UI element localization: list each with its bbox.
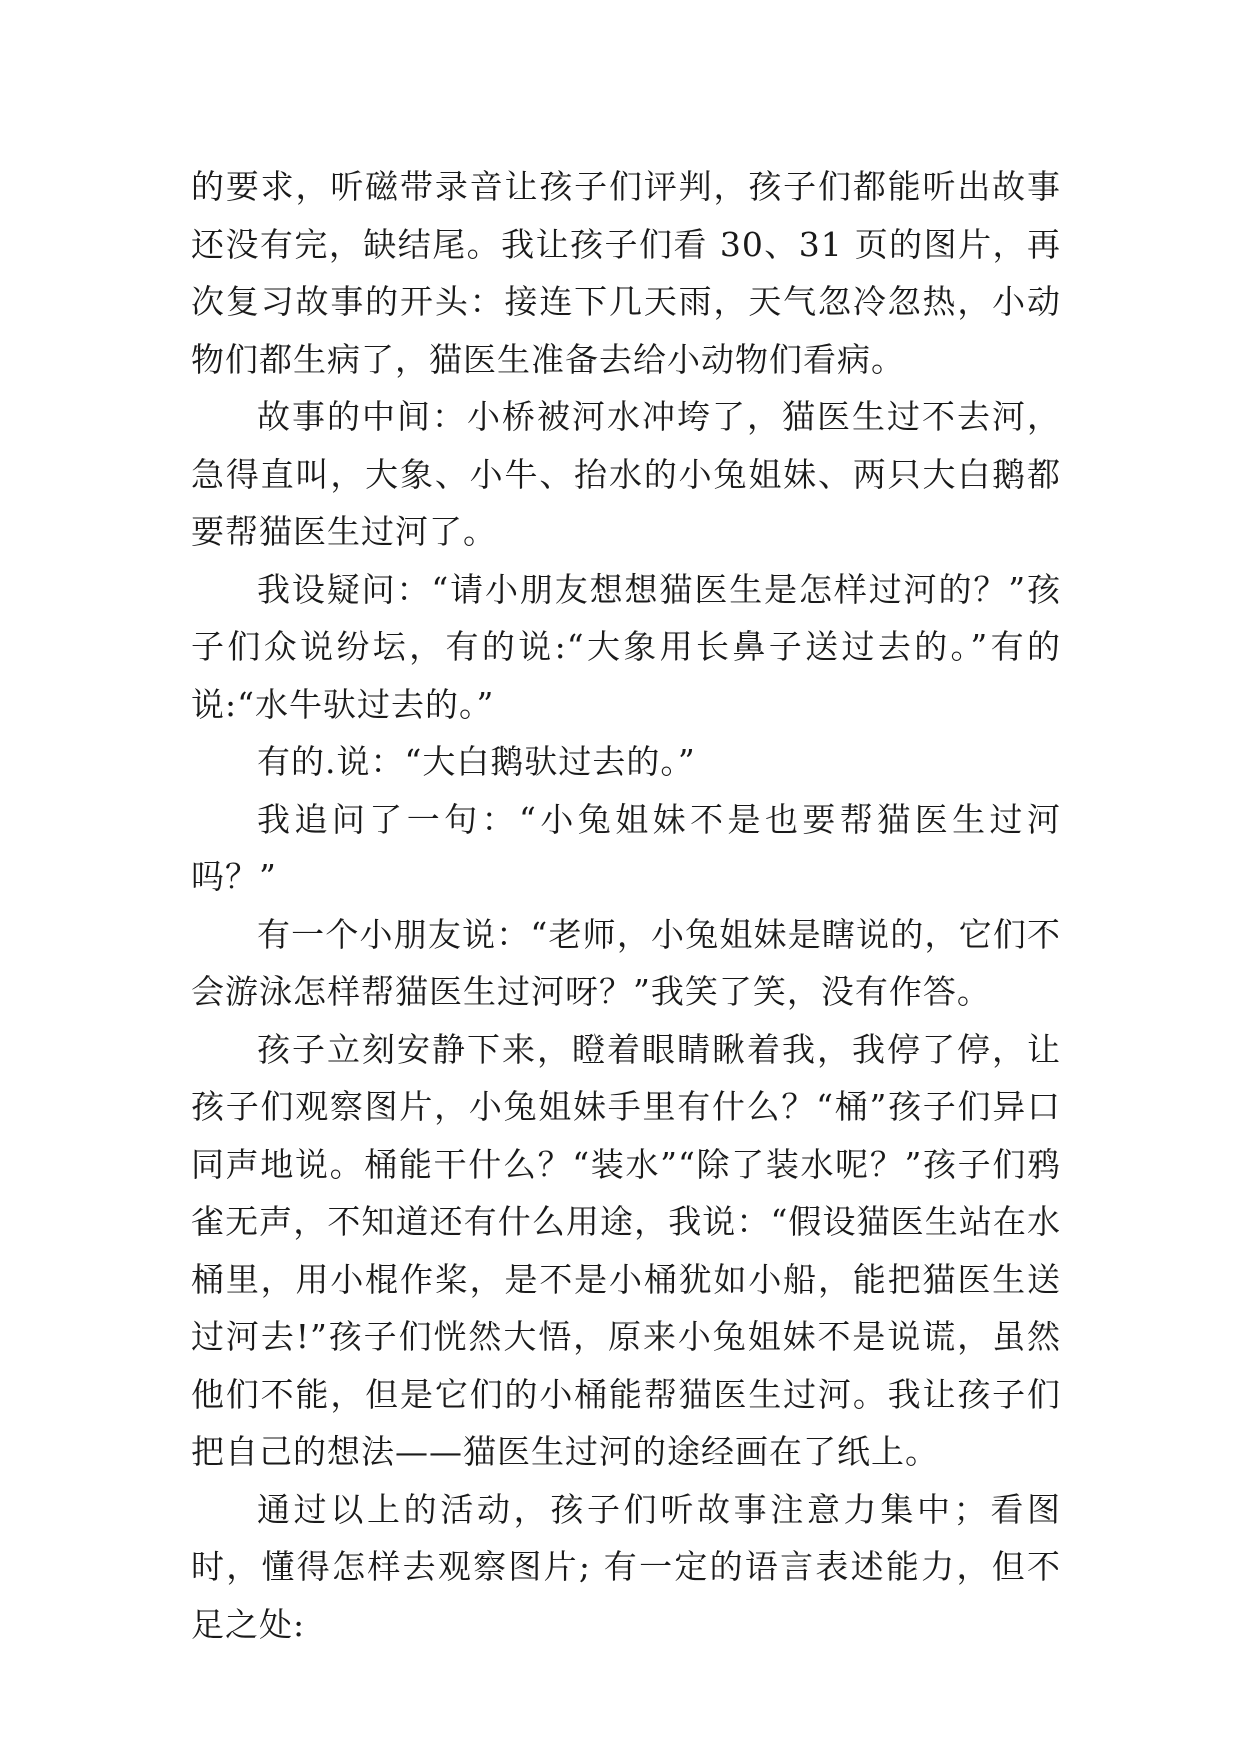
paragraph-5: 我追问了一句：“小兔姐妹不是也要帮猫医生过河吗？” [191,799,1061,896]
paragraph-7: 孩子立刻安静下来，瞪着眼睛瞅着我，我停了停，让孩子们观察图片，小兔姐妹手里有什么？“桶”孩子们异口同声地说。桶能干什么？“装水”“除了装水呢？”孩子们鸦雀无声，不知道还有什么用途，我说：“假设猫医生站在水桶里，用小棍作桨，是不是小桶犹如小船，能把猫医生送过河去!”孩子们恍然大悟，原来小兔姐妹不是说谎，虽然他们不能，但是它们的小桶能帮猫医生过河。我让孩子们把自己的想法——猫医生过河的途经画在了纸上。 [191,1029,1061,1471]
paragraph-2: 故事的中间：小桥被河水冲垮了，猫医生过不去河，急得直叫，大象、小牛、抬水的小兔姐妹、两只大白鹅都要帮猫医生过河了。 [191,397,1061,551]
paragraph-1: 的要求，听磁带录音让孩子们评判，孩子们都能听出故事还没有完，缺结尾。我让孩子们看 30、31 页的图片，再次复习故事的开头：接连下几天雨，天气忽冷忽热，小动物们都生病了，猫医生准备去给小动物们看病。 [191,167,1061,379]
paragraph-4: 有的.说：“大白鹅驮过去的。” [257,742,696,781]
paragraph-6: 有一个小朋友说：“老师，小兔姐妹是瞎说的，它们不会游泳怎样帮猫医生过河呀？”我笑了笑，没有作答。 [191,914,1061,1011]
paragraph-8: 通过以上的活动，孩子们听故事注意力集中；看图时，懂得怎样去观察图片; 有一定的语言表述能力，但不足之处: [191,1489,1061,1644]
paragraph-3: 我设疑问：“请小朋友想想猫医生是怎样过河的？”孩子们众说纷坛，有的说:“大象用长鼻子送过去的。”有的说:“水牛驮过去的。” [191,569,1061,724]
document-body [191,158,1061,1653]
